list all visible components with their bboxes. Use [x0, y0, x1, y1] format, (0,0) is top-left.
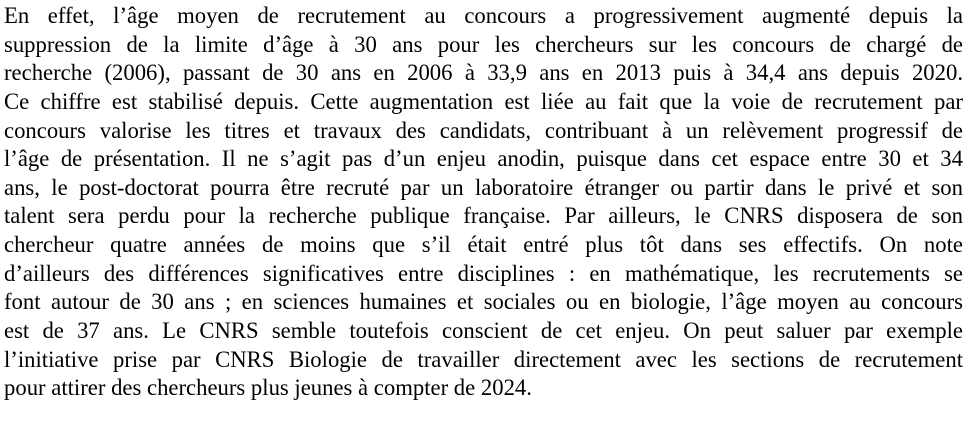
text-line: suppression de la limite d’âge à 30 ans pour les chercheurs sur les concours de chargé de: [4, 31, 963, 57]
text-line: concours valorise les titres et travaux des candidats, contribuant à un relèvement progressif de: [4, 117, 963, 143]
text-line: talent sera perdu pour la recherche publique française. Par ailleurs, le CNRS disposera de son: [4, 203, 963, 229]
text-line: En effet, l’âge moyen de recrutement au concours a progressivement augmenté depuis la: [4, 3, 963, 28]
text-line: pour attirer des chercheurs plus jeunes à compter de 2024.: [4, 375, 532, 401]
text-line: Ce chiffre est stabilisé depuis. Cette augmentation est liée au fait que la voie de recrutement par: [4, 88, 963, 114]
text-line: font autour de 30 ans ; en sciences humaines et sociales ou en biologie, l’âge moyen au concours: [4, 289, 963, 315]
paragraph: [4, 2, 963, 403]
text-line: l’initiative prise par CNRS Biologie de travailler directement avec les sections de recrutement: [4, 346, 963, 372]
text-line: chercheur quatre années de moins que s’il était entré plus tôt dans ses effectifs. On note: [4, 232, 963, 257]
text-line: est de 37 ans. Le CNRS semble toutefois conscient de cet enjeu. On peut saluer par exemple: [4, 317, 963, 343]
text-line: d’ailleurs des différences significatives entre disciplines : en mathématique, les recrutements se: [4, 260, 963, 286]
text-line: recherche (2006), passant de 30 ans en 2006 à 33,9 ans en 2013 puis à 34,4 ans depuis 2020.: [4, 60, 963, 86]
text-line: ans, le post-doctorat pourra être recruté par un laboratoire étranger ou partir dans le privé et son: [4, 174, 963, 200]
text-line: l’âge de présentation. Il ne s’agit pas d’un enjeu anodin, puisque dans cet espace entre 30 et 34: [4, 146, 963, 172]
